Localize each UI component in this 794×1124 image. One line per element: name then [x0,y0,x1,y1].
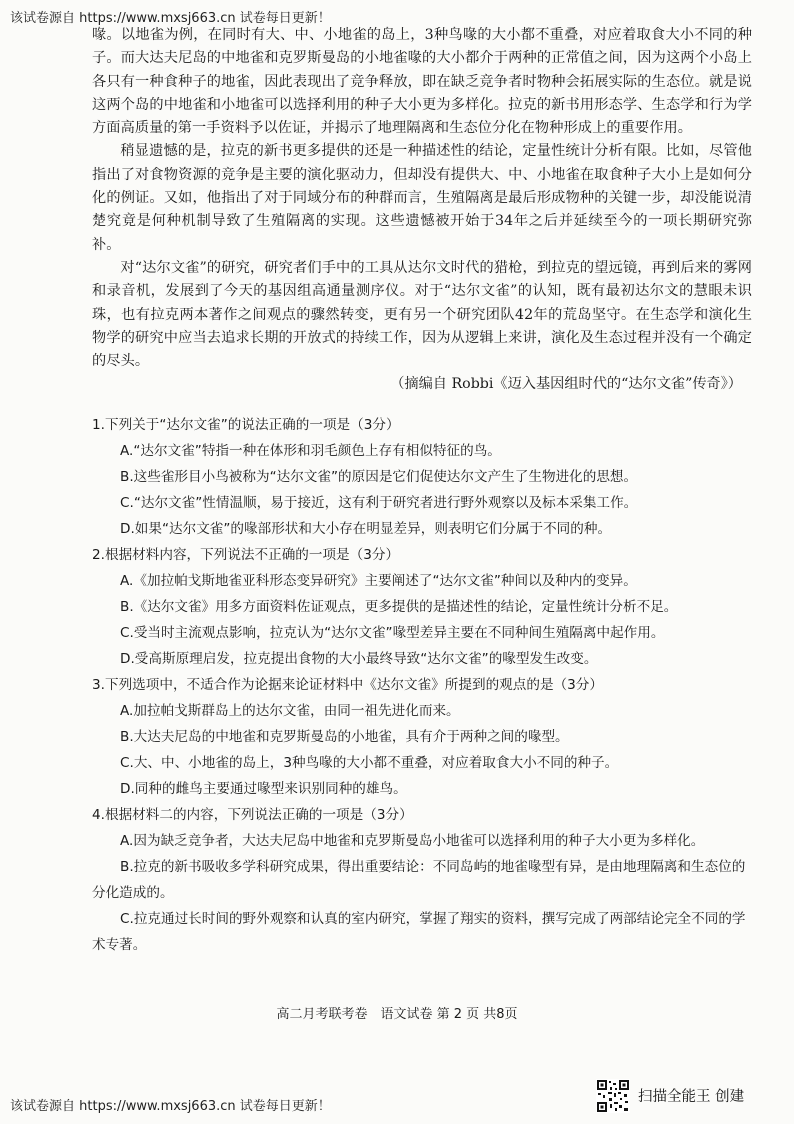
option-c: C.受当时主流观点影响，拉克认为“达尔文雀”喙型差异主要在不同种间生殖隔离中起作用。 [120,625,665,641]
option-c: C.拉克通过长时间的野外观察和认真的室内研究，掌握了翔实的资料，撰写完成了两部结论完全不同的学术专著。 [92,911,746,953]
passage-paragraph: 对“达尔文雀”的研究，研究者们手中的工具从达尔文时代的猎枪，到拉克的望远镜，再到后来的雾网和录音机，发展到了今天的基因组高通量测序仪。对于“达尔文雀”的认知，既有最初达尔文的慧眼未识珠，也有拉克两本著作之间观点的骤然转变，更有另一个研究团队42年的荒岛坚守。在生态学和演化生物学的研究中应当去追求长期的开放式的持续工作，因为从逻辑上来讲，演化及生态过程并没有一个确定的尽头。 [92,259,752,370]
option-a: A.加拉帕戈斯群岛上的达尔文雀，由同一祖先进化而来。 [120,703,460,719]
option-b: B.这些雀形目小鸟被称为“达尔文雀”的原因是它们促使达尔文产生了生物进化的思想。 [120,469,638,485]
option-a: A.《加拉帕戈斯地雀亚科形态变异研究》主要阐述了“达尔文雀”种间以及种内的变异。 [120,573,637,589]
page-footer: 高二月考联考卷 语文试卷 第 2 页 共8页 [276,1007,518,1022]
watermark-top: 该试卷源自 https://www.mxsj663.cn 试卷每日更新！ [10,11,331,26]
option-a: A.“达尔文雀”特指一种在体形和羽毛颜色上存有相似特征的鸟。 [120,443,501,459]
option-a: A.因为缺乏竞争者，大达夫尼岛中地雀和克罗斯曼岛小地雀可以选择利用的种子大小更为多样化。 [120,833,705,849]
question-stem: 2.根据材料内容，下列说法不正确的一项是（3分） [92,547,400,563]
option-c: C.“达尔文雀”性情温顺，易于接近，这有利于研究者进行野外观察以及标本采集工作。 [120,495,638,511]
passage-paragraph: 喙。以地雀为例，在同时有大、中、小地雀的岛上，3种鸟喙的大小都不重叠，对应着取食大小不同的种子。而大达夫尼岛的中地雀和克罗斯曼岛的小地雀喙的大小都介于两种的正常值之间，因为这两个小岛上各只有一种食种子的地雀，因此表现出了竞争释放，即在缺乏竞争者时物种会拓展实际的生态位。就是说这两个岛的中地雀和小地雀可以选择利用的种子大小更为多样化。拉克的新书用形态学、生态学和行为学方面高质量的第一手资料予以佐证，并揭示了地理隔离和生态位分化在物种形成上的重要作用。 [92,27,752,137]
option-b: B.《达尔文雀》用多方面资料佐证观点，更多提供的是描述性的结论，定量性统计分析不足。 [120,599,678,615]
option-b: B.大达夫尼岛的中地雀和克罗斯曼岛的小地雀，具有介于两种之间的喙型。 [120,729,569,745]
question-stem: 4.根据材料二的内容，下列说法正确的一项是（3分） [92,807,413,823]
scanner-label: 扫描全能王 创建 [638,1089,745,1105]
reading-passage [92,24,752,397]
passage-paragraph: 稍显遗憾的是，拉克的新书更多提供的还是一种描述性的结论，定量性统计分析有限。比如，尽管他指出了对食物资源的竞争是主要的演化驱动力，但却没有提供大、中、小地雀在取食种子大小上是如何分化的例证。又如，他指出了对于同域分布的种群而言，生殖隔离是最后形成物种的关键一步，却没能说清楚究竟是何种机制导致了生殖隔离的实现。这些遗憾被开始于34年之后并延续至今的一项长期研究弥补。 [92,143,752,253]
question-stem: 3.下列选项中，不适合作为论据来论证材料中《达尔文雀》所提到的观点的是（3分） [92,677,603,693]
watermark-bottom: 该试卷源自 https://www.mxsj663.cn 试卷每日更新！ [10,1099,331,1114]
qr-code-icon [596,1079,630,1113]
question-list [92,412,752,958]
passage-source: （摘编自 Robbi《迈入基因组时代的“达尔文雀”传奇》） [390,376,742,393]
option-b: B.拉克的新书吸收多学科研究成果，得出重要结论：不同岛屿的地雀喙型有异，是由地理隔离和生态位的分化造成的。 [92,859,746,901]
option-d: D.如果“达尔文雀”的喙部形状和大小存在明显差异，则表明它们分属于不同的种。 [120,521,612,537]
option-d: D.受高斯原理启发，拉克提出食物的大小最终导致“达尔文雀”的喙型发生改变。 [120,651,598,667]
option-c: C.大、中、小地雀的岛上，3种鸟喙的大小都不重叠，对应着取食大小不同的种子。 [120,755,619,771]
question-stem: 1.下列关于“达尔文雀”的说法正确的一项是（3分） [92,417,400,433]
option-d: D.同种的雌鸟主要通过喙型来识别同种的雄鸟。 [120,781,407,797]
